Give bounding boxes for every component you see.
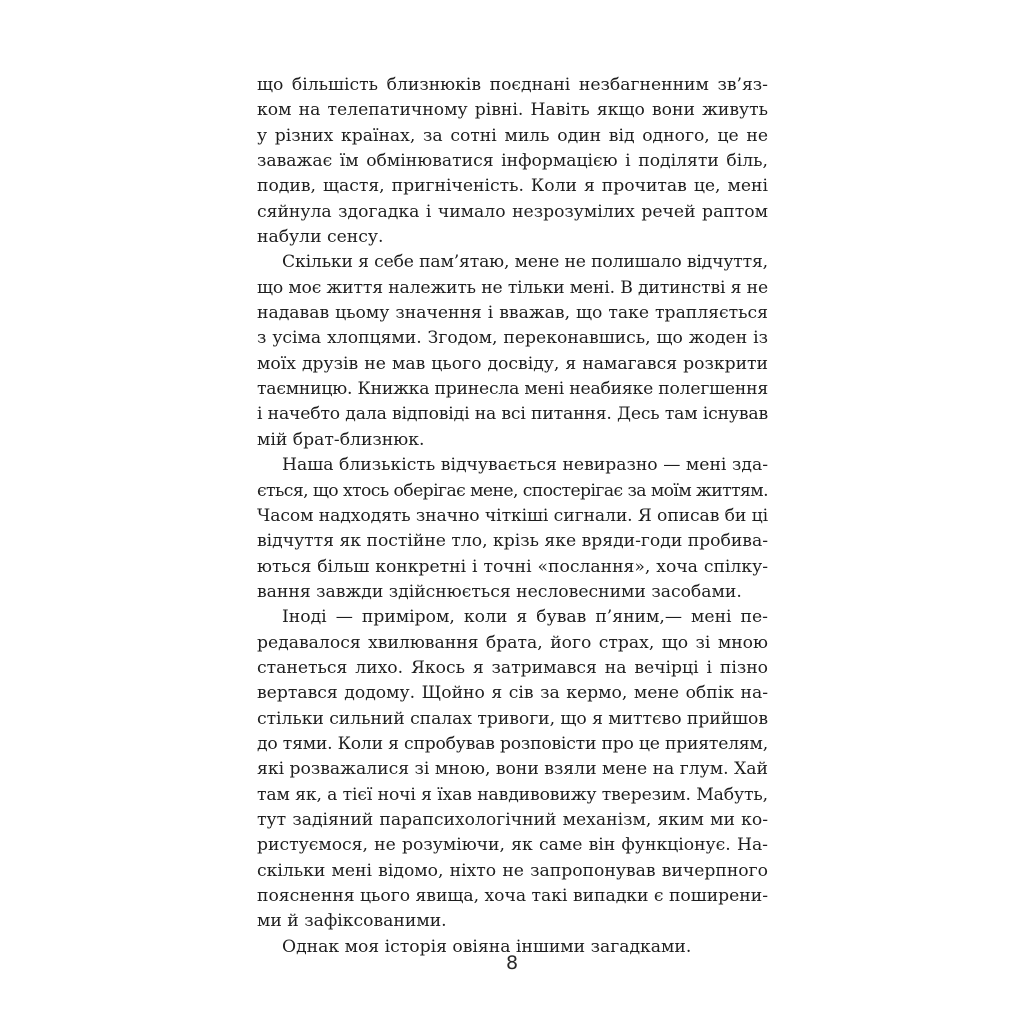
text-line: Наша близькість відчувається невиразно — мені зда- (282, 455, 768, 476)
text-line: ком на телепатичному рівні. Навіть якщо вони живуть (257, 100, 768, 121)
text-line: пояснення цього явища, хоча такі випадки є поширени- (257, 886, 768, 906)
text-line: що моє життя належить не тільки мені. В дитинстві я не (257, 277, 768, 298)
text-line: сяйнула здогадка і чимало незрозумілих речей раптом (257, 201, 768, 222)
text-line: моїх друзів не мав цього досвіду, я намагався розкрити (257, 353, 768, 374)
text-line: ми й зафіксованими. (257, 911, 447, 932)
text-line: Іноді — приміром, коли я бував п’яним,— мені пе- (282, 607, 768, 628)
text-line: скільки мені відомо, ніхто не запропонував вичерпного (257, 860, 768, 881)
text-line: заважає їм обмінюватися інформацією і поділяти біль, (257, 151, 768, 172)
body-text (257, 73, 768, 960)
text-line: мій брат-близнюк. (257, 429, 425, 450)
text-line: ються більш конкретні і точні «послання», хоча спілку- (257, 556, 768, 577)
text-line: у різних країнах, за сотні миль один від одного, це не (257, 125, 768, 146)
text-line: подив, щастя, пригніченість. Коли я прочитав це, мені (257, 176, 768, 197)
text-line: з усіма хлопцями. Згодом, переконавшись, що жоден із (257, 328, 768, 349)
text-line: надавав цьому значення і вважав, що таке трапляється (257, 303, 768, 324)
text-line: Однак моя історія овіяна іншими загадками. (282, 936, 692, 957)
text-line: відчуття як постійне тло, крізь яке вряди-годи пробива- (257, 531, 768, 552)
text-line: до тями. Коли я спробував розповісти про це приятелям, (257, 733, 768, 754)
text-line: і начебто дала відповіді на всі питання. Десь там існував (257, 404, 768, 425)
text-line: ється, що хтось оберігає мене, спостерігає за моїм життям. (257, 480, 768, 501)
text-line: набули сенсу. (257, 227, 384, 248)
text-line: станеться лихо. Якось я затримався на вечірці і пізно (257, 657, 768, 678)
text-line: Скільки я себе пам’ятаю, мене не полишало відчуття, (282, 252, 768, 273)
text-line: тут задіяний парапсихологічний механізм, яким ми ко- (257, 809, 768, 830)
text-line: що більшість близнюків поєднані незбагненним зв’яз- (257, 75, 768, 95)
text-line: редавалося хвилювання брата, його страх, що зі мною (257, 632, 768, 653)
text-line: вання завжди здійснюється несловесними засобами. (257, 581, 742, 602)
text-line: ристуємося, не розуміючи, як саме він функціонує. На- (257, 835, 768, 856)
text-line: які розважалися зі мною, вони взяли мене на глум. Хай (257, 759, 768, 780)
page-number: 8 (505, 952, 519, 974)
text-line: стільки сильний спалах тривоги, що я миттєво прийшов (257, 708, 768, 729)
text-line: Часом надходять значно чіткіші сигнали. Я описав би ці (257, 505, 768, 526)
text-line: там як, а тієї ночі я їхав навдивовижу тверезим. Мабуть, (257, 784, 768, 805)
text-line: таємницю. Книжка принесла мені неабияке полегшення (257, 379, 768, 400)
text-line: вертався додому. Щойно я сів за кермо, мене обпік на- (257, 683, 768, 704)
